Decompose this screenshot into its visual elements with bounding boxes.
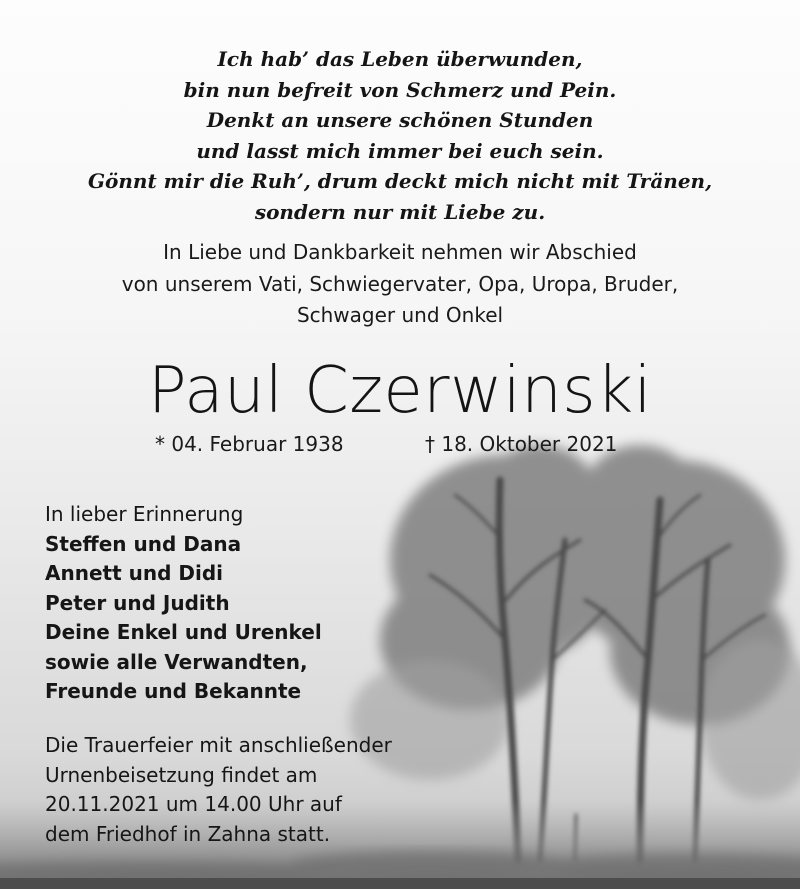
service-line: dem Friedhof in Zahna statt. [45, 821, 331, 846]
farewell-intro [0, 237, 800, 332]
mourner-name: Deine Enkel und Urenkel [45, 620, 322, 644]
death-date: † 18. Oktober 2021 [425, 432, 618, 456]
mourner-name: Annett und Didi [45, 561, 223, 585]
poem-line: sondern nur mit Liebe zu. [254, 199, 546, 224]
service-line: Die Trauerfeier mit anschließender [45, 733, 392, 757]
service-line: Urnenbeisetzung findet am [45, 762, 318, 787]
deceased-name: Paul Czerwinski [148, 354, 652, 428]
intro-line: von unserem Vati, Schwiegervater, Opa, Uropa, Bruder, [121, 271, 679, 296]
mourner-name: sowie alle Verwandten, [45, 649, 308, 674]
mourners-names [45, 530, 385, 707]
mourner-name: Freunde und Bekannte [45, 679, 302, 703]
poem-line: Denkt an unsere schönen Stunden [206, 108, 594, 132]
mourners-lead: In lieber Erinnerung [45, 502, 244, 526]
poem [0, 44, 800, 227]
intro-line: In Liebe und Dankbarkeit nehmen wir Abschied [163, 240, 637, 264]
birth-date: * 04. Februar 1938 [155, 432, 344, 456]
service-line: 20.11.2021 um 14.00 Uhr auf [45, 792, 342, 816]
mourner-name: Steffen und Dana [45, 531, 242, 556]
poem-line: Ich hab’ das Leben überwunden, [217, 47, 583, 71]
mourner-name: Peter und Judith [45, 590, 230, 615]
poem-line: Gönnt mir die Ruh’, drum deckt mich nicht mit Tränen, [87, 169, 713, 193]
poem-line: bin nun befreit von Schmerz und Pein. [183, 77, 617, 102]
intro-line: Schwager und Onkel [296, 303, 504, 327]
funeral-service-info [45, 731, 465, 849]
poem-line: und lasst mich immer bei euch sein. [196, 138, 604, 163]
mourners-block [45, 500, 385, 707]
